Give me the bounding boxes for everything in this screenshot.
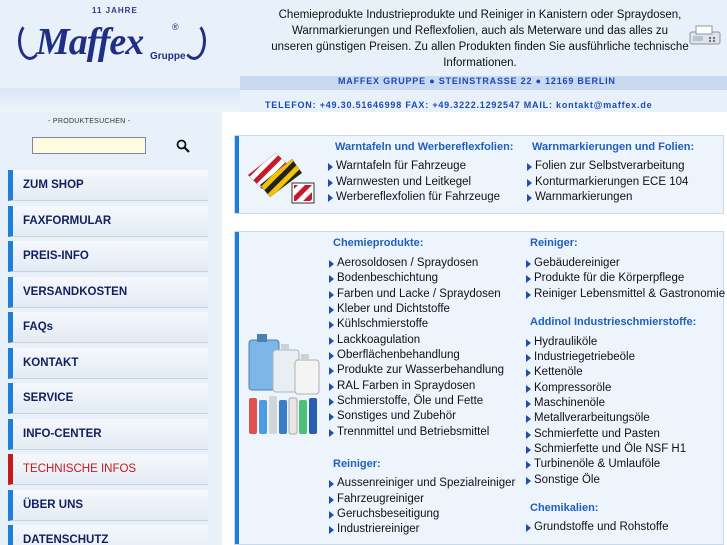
link-folien-selbstverarbeitung[interactable]: Folien zur Selbstverarbeitung: [527, 160, 685, 172]
nav-label: INFO-CENTER: [23, 427, 102, 440]
main-nav: [8, 170, 208, 545]
sidebar: [0, 112, 222, 545]
link-ral-farben[interactable]: RAL Farben in Spraydosen: [329, 380, 475, 392]
logo-sub: Gruppe: [150, 51, 186, 62]
link-schmierfette-pasten[interactable]: Schmierfette und Pasten: [526, 428, 660, 440]
nav-label: VERSANDKOSTEN: [23, 285, 128, 298]
link-warnmarkierungen[interactable]: Warnmarkierungen: [527, 191, 632, 203]
link-sonstiges-zubehoer[interactable]: Sonstiges und Zubehör: [329, 410, 456, 422]
link-lackkoagulation[interactable]: Lackkoagulation: [329, 334, 420, 346]
nav-item-versandkosten[interactable]: [8, 277, 208, 308]
nav-item-service[interactable]: [8, 383, 208, 414]
nav-item-preis-info[interactable]: [8, 241, 208, 272]
nav-item-info-center[interactable]: [8, 419, 208, 450]
category-title-warnmarkierungen[interactable]: Warnmarkierungen und Folien:: [532, 141, 695, 153]
logo-brand: Maffex: [36, 21, 144, 63]
link-farben-lacke[interactable]: Farben und Lacke / Spraydosen: [329, 288, 501, 300]
search-icon[interactable]: [176, 139, 190, 153]
link-industriegetriebeoele[interactable]: Industriegetriebeöle: [526, 351, 635, 363]
nav-label: SERVICE: [23, 392, 74, 404]
nav-item-technische-infos[interactable]: [8, 454, 208, 485]
link-konturmarkierungen[interactable]: Konturmarkierungen ECE 104: [527, 176, 688, 188]
category-title-reiniger-right[interactable]: Reiniger:: [530, 237, 578, 249]
nav-item-datenschutz[interactable]: [8, 525, 208, 545]
link-warnwesten[interactable]: Warnwesten und Leitkegel: [328, 176, 471, 188]
link-kleber-dichtstoffe[interactable]: Kleber und Dichtstoffe: [329, 303, 450, 315]
link-bodenbeschichtung[interactable]: Bodenbeschichtung: [329, 272, 438, 284]
link-schmierfette-nsf-h1[interactable]: Schmierfette und Öle NSF H1: [526, 443, 686, 455]
intro-text: Chemieprodukte Industrieprodukte und Reiniger in Kanistern oder Spraydosen, Warnmarkierungen und Reflexfolien, auch als Meterware und das alles zu unseren günstigen Preisen. Zu allen Produkten finden Sie ausführliche technische Informationen.: [271, 9, 689, 69]
category-title-addinol[interactable]: Addinol Industrieschmierstoffe:: [530, 316, 697, 328]
link-gebaeudereiniger[interactable]: Gebäudereiniger: [526, 257, 620, 269]
link-kompressoroele[interactable]: Kompressoröle: [526, 382, 611, 394]
category-title-warntafeln[interactable]: Warntafeln und Werbereflexfolien:: [335, 141, 514, 153]
category-title-reiniger-left[interactable]: Reiniger:: [333, 458, 381, 470]
nav-label: KONTAKT: [23, 356, 79, 369]
link-reiniger-lebensmittel[interactable]: Reiniger Lebensmittel & Gastronomie: [526, 288, 725, 300]
panel-accent-bar: [235, 232, 239, 544]
link-industriereiniger[interactable]: Industriereiniger: [329, 523, 419, 535]
header: [0, 0, 727, 112]
link-turbinenoele[interactable]: Turbinenöle & Umlauföle: [526, 458, 660, 470]
search-label: - PRODUKTESUCHEN -: [48, 118, 131, 125]
company-address: MAFFEX GRUPPE ● STEINSTRASSE 22 ● 12169 BERLIN: [338, 76, 616, 86]
nav-label: ÜBER UNS: [23, 498, 84, 511]
nav-item-zum-shop[interactable]: [8, 170, 208, 201]
link-wasserbehandlung[interactable]: Produkte zur Wasserbehandlung: [329, 364, 504, 376]
nav-label: FAXFORMULAR: [23, 214, 112, 227]
warning-products-panel: [234, 135, 724, 214]
link-hydraulikoele[interactable]: Hydrauliköle: [526, 336, 597, 348]
nav-label: PREIS-INFO: [23, 250, 89, 262]
link-werbereflexfolien[interactable]: Werbereflexfolien für Fahrzeuge: [328, 191, 500, 203]
link-aussenreiniger[interactable]: Aussenreiniger und Spezialreiniger: [329, 477, 515, 489]
contact-line: TELEFON: +49.30.51646998 FAX: +49.3222.1292547 MAIL: kontakt@maffex.de: [265, 100, 653, 110]
link-aerosoldosen[interactable]: Aerosoldosen / Spraydosen: [329, 257, 478, 269]
logo-years: 11 JAHRE: [92, 6, 138, 15]
link-kettenoele[interactable]: Kettenöle: [526, 366, 583, 378]
chemical-products-panel: [234, 231, 724, 545]
link-maschinenoele[interactable]: Maschinenöle: [526, 397, 605, 409]
logo-wave: [0, 88, 240, 112]
link-oberflaechenbehandlung[interactable]: Oberflächenbehandlung: [329, 349, 460, 361]
maffex-logo[interactable]: [0, 0, 222, 88]
nav-item-faqs[interactable]: [8, 312, 208, 343]
nav-item-faxformular[interactable]: [8, 206, 208, 237]
link-kuehlschmierstoffe[interactable]: Kühlschmierstoffe: [329, 318, 428, 330]
nav-label: FAQs: [23, 321, 54, 333]
nav-label: DATENSCHUTZ: [23, 534, 109, 545]
link-sonstige-oele[interactable]: Sonstige Öle: [526, 474, 600, 486]
chemical-canisters-image[interactable]: [245, 330, 325, 440]
logo-registered: ®: [172, 22, 179, 32]
warning-signs-image[interactable]: [246, 145, 316, 205]
link-trennmittel[interactable]: Trennmittel und Betriebsmittel: [329, 426, 489, 438]
link-metallverarbeitungsoele[interactable]: Metallverarbeitungsöle: [526, 412, 650, 424]
nav-item-ueber-uns[interactable]: [8, 490, 208, 521]
link-geruchsbeseitigung[interactable]: Geruchsbeseitigung: [329, 508, 439, 520]
link-koerperpflege[interactable]: Produkte für die Körperpflege: [526, 272, 684, 284]
link-grundstoffe[interactable]: Grundstoffe und Rohstoffe: [526, 521, 668, 533]
fax-machine-icon: [688, 24, 722, 46]
link-schmierstoffe[interactable]: Schmierstoffe, Öle und Fette: [329, 395, 483, 407]
link-warntafeln-fahrzeuge[interactable]: Warntafeln für Fahrzeuge: [328, 160, 466, 172]
category-title-chemieprodukte[interactable]: Chemieprodukte:: [333, 237, 424, 249]
nav-item-kontakt[interactable]: [8, 348, 208, 379]
search-input[interactable]: [32, 137, 146, 154]
category-title-chemikalien[interactable]: Chemikalien:: [530, 502, 599, 514]
nav-label: TECHNISCHE INFOS: [23, 463, 137, 475]
nav-label: ZUM SHOP: [23, 179, 84, 191]
panel-accent-bar: [235, 136, 239, 213]
link-fahrzeugreiniger[interactable]: Fahrzeugreiniger: [329, 493, 424, 505]
